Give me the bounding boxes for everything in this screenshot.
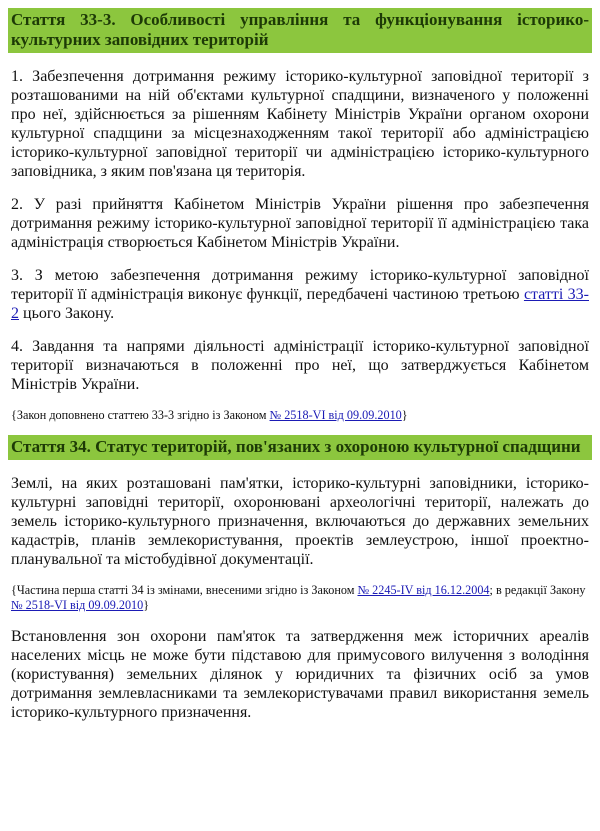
article-33-2-link[interactable]: статті 33-2: [11, 286, 589, 322]
note-text: }: [143, 598, 150, 612]
note-text: }: [401, 408, 408, 422]
article-33-3-paragraph-1: 1. Забезпечення дотримання режиму історико-культурної заповідної території з розташованими на ній об'єктами культурної спадщини, визначеного у положенні про неї, здійснюється за рішенням Кабінету Міністрів України органом охорони культурної спадщини за місцезнаходженням такої території або адміністрацією історико-культурної заповідної території чи адміністрацією історико-культурного заповідника, з яким пов'язана ця територія.: [11, 68, 589, 180]
article-33-3-heading: Стаття 33-3. Особливості управління та функціонування історико-культурних заповідних територій: [8, 8, 592, 53]
article-34-heading: Стаття 34. Статус територій, пов'язаних з охороною культурної спадщини: [8, 435, 592, 460]
note-text: {Частина перша статті 34 із змінами, внесеними згідно із Законом: [11, 583, 358, 597]
article-33-3-paragraph-2: 2. У разі прийняття Кабінетом Міністрів України рішення про забезпечення дотримання режиму історико-культурної заповідної території її адміністрацією така адміністрація створюється Кабінетом Міністрів України.: [11, 196, 589, 251]
article-34-paragraph-2: Встановлення зон охорони пам'яток та затвердження меж історичних ареалів населених місць не може бути підставою для примусового вилучення з володіння (користування) земельних ділянок у юридичних та фізичних осіб за умов дотримання землевласниками та землекористувачами правил використання земель історико-культурного призначення.: [11, 628, 589, 721]
note-text: {Закон доповнено статтею 33-3 згідно із Законом: [11, 408, 270, 422]
paragraph-text: цього Закону.: [19, 305, 115, 322]
paragraph-text: 3. З метою забезпечення дотримання режиму історико-культурної заповідної території її адміністрація виконує функції, передбачені частиною третьою: [11, 267, 589, 303]
article-33-3-paragraph-3: [11, 266, 589, 323]
article-34-note: [11, 583, 589, 613]
law-2518-link[interactable]: № 2518-VI від 09.09.2010: [11, 598, 144, 612]
note-text: ; в редакції Закону: [489, 583, 586, 597]
article-33-3-note: [11, 408, 589, 423]
law-2245-link[interactable]: № 2245-IV від 16.12.2004: [357, 583, 490, 597]
article-33-3-paragraph-4: 4. Завдання та напрями діяльності адміністрації історико-культурної заповідної території визначаються в положенні про неї, що затверджується Кабінетом Міністрів України.: [11, 338, 589, 393]
article-34-paragraph-1: Землі, на яких розташовані пам'ятки, історико-культурні заповідники, історико-культурні заповідні території, охоронювані археологічні території, належать до земель історико-культурного призначення, включаються до державних земельних кадастрів, планів землекористування, проектів землеустрою, іншої проектно-планувальної та містобудівної документації.: [11, 475, 589, 568]
law-2518-link[interactable]: № 2518-VI від 09.09.2010: [269, 408, 402, 422]
